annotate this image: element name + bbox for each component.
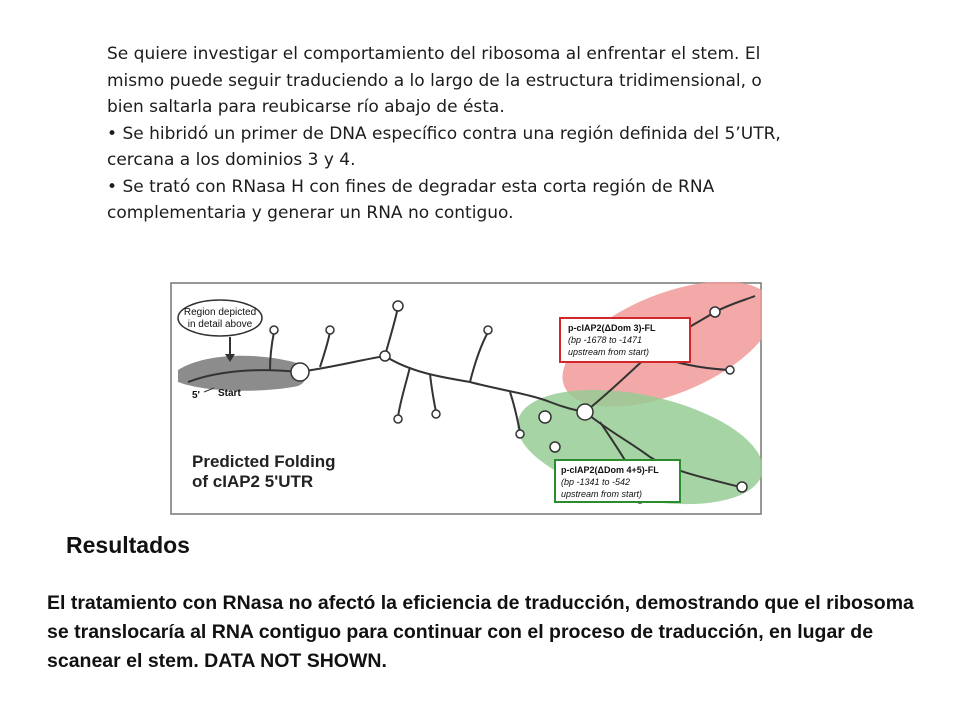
bullet-text: Se trató con RNasa H con fines de degradar esta corta región de RNA complementaria y generar un RNA no contiguo. [107, 176, 715, 223]
figure-title: Predicted Folding [192, 452, 336, 471]
red-box-range: (bp -1678 to -1471 [568, 335, 643, 345]
red-box-title: p-cIAP2(ΔDom 3)-FL [568, 323, 656, 333]
bullet-item [107, 121, 787, 174]
green-box-range: (bp -1341 to -542 [561, 477, 631, 487]
callout-text: in detail above [187, 319, 253, 330]
bullet-item [107, 174, 787, 227]
callout-bubble [178, 300, 262, 336]
results-text: El tratamiento con RNasa no afectó la eficiencia de traducción, demostrando que el ribosoma se translocaría al RNA contiguo para continuar con el proceso de traducción, en lugar de scanear el stem. DATA NOT SHOWN. [47, 592, 914, 672]
bullet-text: Se hibridó un primer de DNA específico contra una región definida del 5’UTR, cercana a los dominios 3 y 4. [107, 123, 781, 170]
start-label: Start [218, 388, 241, 399]
red-box-note: upstream from start) [568, 347, 650, 357]
intro-text [107, 41, 787, 227]
green-box-note: upstream from start) [561, 489, 643, 499]
green-box-title: p-cIAP2(ΔDom 4+5)-FL [561, 465, 659, 475]
rna-folding-figure [170, 282, 762, 515]
callout-text: Region depicted [183, 307, 257, 318]
results-heading: Resultados [66, 532, 190, 558]
rna-folding-diagram [170, 282, 762, 515]
bullet-icon: • [107, 176, 118, 197]
bullet-icon: • [107, 123, 118, 144]
figure-title: of cIAP2 5'UTR [192, 472, 314, 491]
intro-paragraph: Se quiere investigar el comportamiento del ribosoma al enfrentar el stem. El mismo puede seguir traduciendo a lo largo de la estructura tridimensional, o bien saltarla para reubicarse río abajo de ésta. [107, 44, 762, 117]
five-prime-label: 5' [192, 390, 200, 401]
